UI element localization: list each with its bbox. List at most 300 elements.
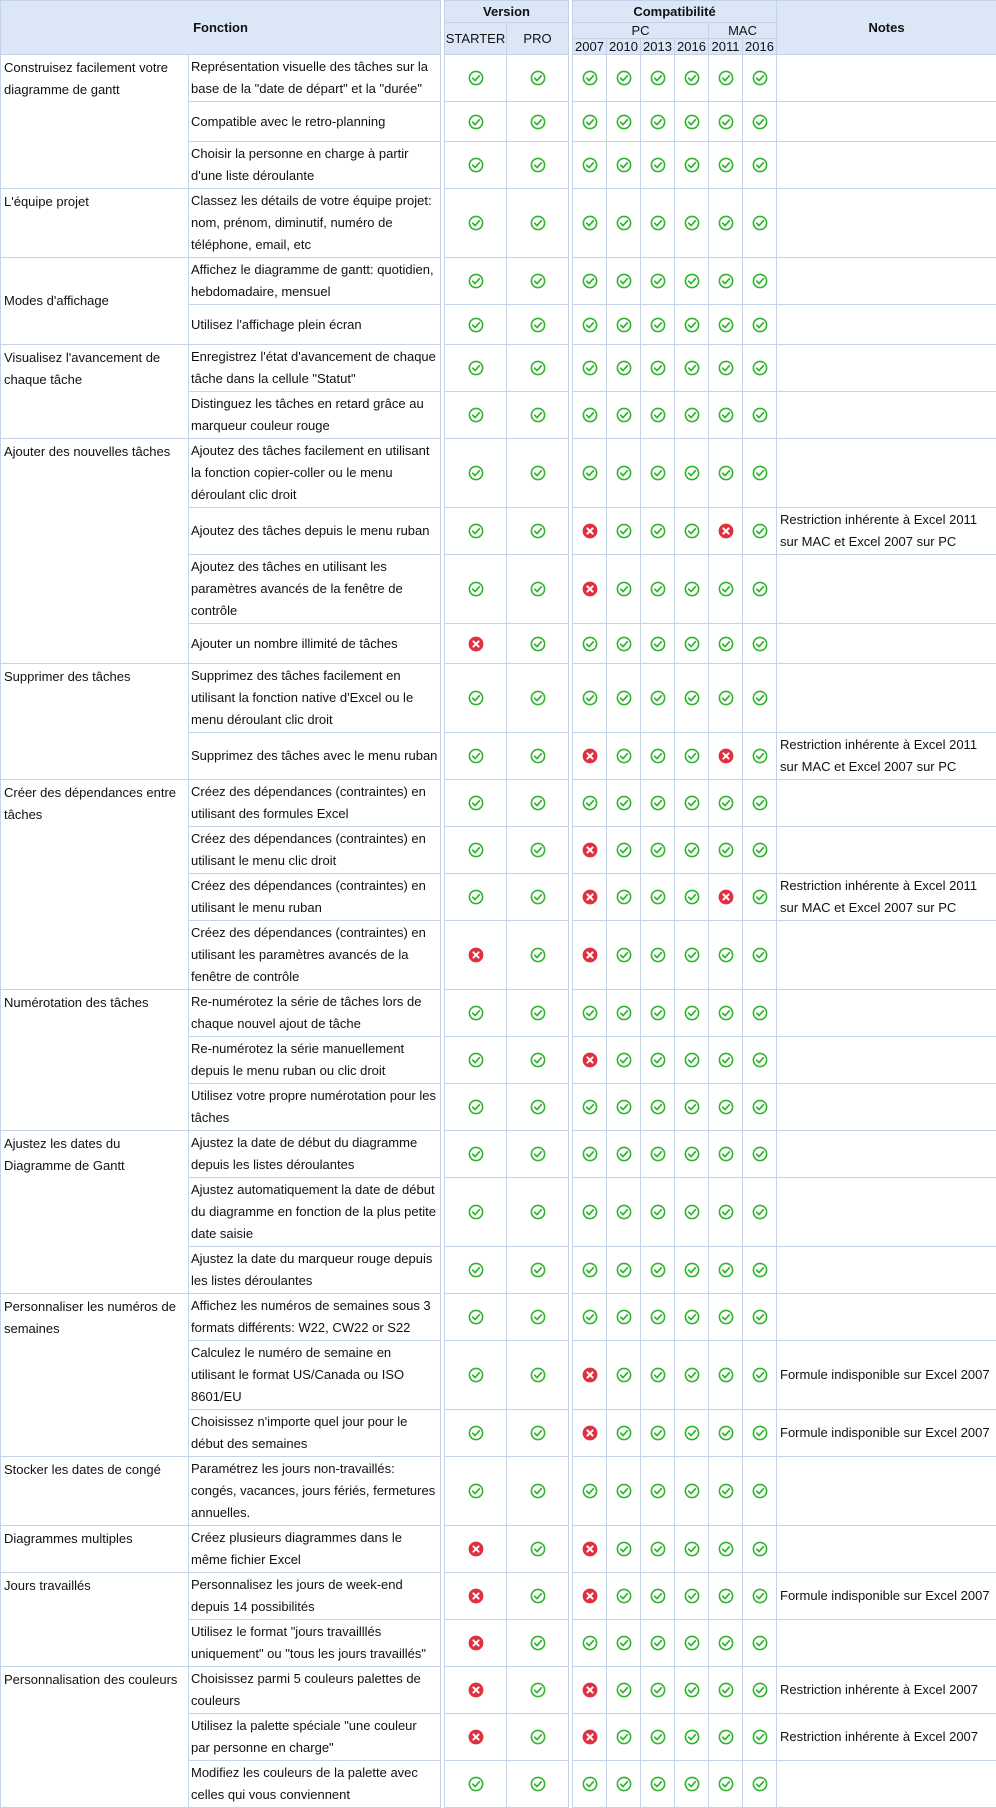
feature-cell: Compatible avec le retro-planning — [189, 102, 441, 142]
pc-2010-cell — [607, 1084, 641, 1131]
pc-2007-cell — [573, 305, 607, 345]
check-icon — [582, 1204, 598, 1219]
mac-2011-cell — [709, 780, 743, 827]
check-icon — [616, 1541, 632, 1556]
header-pro: PRO — [507, 23, 569, 55]
check-icon — [530, 635, 546, 650]
check-icon — [616, 1052, 632, 1067]
starter-cell — [445, 102, 507, 142]
pc-2010-cell — [607, 345, 641, 392]
check-icon — [684, 581, 700, 596]
check-icon — [582, 690, 598, 705]
table-row — [1, 780, 996, 827]
check-icon — [530, 465, 546, 480]
category-cell: Supprimer des tâches — [1, 664, 189, 780]
pro-cell — [507, 921, 569, 990]
feature-cell: Créez des dépendances (contraintes) en utilisant le menu clic droit — [189, 827, 441, 874]
check-icon — [684, 795, 700, 810]
feature-cell: Créez des dépendances (contraintes) en utilisant le menu ruban — [189, 874, 441, 921]
feature-cell: Affichez les numéros de semaines sous 3 formats différents: W22, CW22 or S22 — [189, 1294, 441, 1341]
check-icon — [468, 748, 484, 763]
pro-cell — [507, 1037, 569, 1084]
header-year-pc-2007: 2007 — [573, 39, 607, 55]
check-icon — [530, 113, 546, 128]
check-icon — [684, 407, 700, 422]
check-icon — [752, 748, 768, 763]
feature-cell: Utilisez votre propre numérotation pour les tâches — [189, 1084, 441, 1131]
check-icon — [468, 1309, 484, 1324]
starter-cell — [445, 1620, 507, 1667]
notes-cell — [777, 142, 996, 189]
check-icon — [582, 1099, 598, 1114]
check-icon — [684, 690, 700, 705]
check-icon — [616, 748, 632, 763]
pc-2007-cell — [573, 439, 607, 508]
pc-2010-cell — [607, 439, 641, 508]
check-icon — [616, 795, 632, 810]
mac-2011-cell — [709, 624, 743, 664]
check-icon — [468, 70, 484, 85]
starter-cell — [445, 780, 507, 827]
check-icon — [718, 157, 734, 172]
feature-cell: Calculez le numéro de semaine en utilisant le format US/Canada ou ISO 8601/EU — [189, 1341, 441, 1410]
check-icon — [616, 407, 632, 422]
pc-2010-cell — [607, 1341, 641, 1410]
check-icon — [752, 1146, 768, 1161]
notes-cell: Restriction inhérente à Excel 2011 sur MAC et Excel 2007 sur PC — [777, 733, 996, 780]
table-row — [1, 1131, 996, 1178]
header-mac: MAC — [709, 23, 777, 39]
notes-cell — [777, 305, 996, 345]
check-icon — [468, 157, 484, 172]
pro-cell — [507, 990, 569, 1037]
check-icon — [616, 1483, 632, 1498]
pc-2010-cell — [607, 1410, 641, 1457]
pc-2007-cell — [573, 733, 607, 780]
check-icon — [718, 407, 734, 422]
cross-icon — [582, 842, 598, 857]
check-icon — [468, 1483, 484, 1498]
check-icon — [468, 1367, 484, 1382]
check-icon — [582, 1776, 598, 1791]
table-row — [1, 439, 996, 508]
notes-cell — [777, 392, 996, 439]
mac-2016-cell — [743, 780, 777, 827]
mac-2016-cell — [743, 508, 777, 555]
feature-cell: Ajustez automatiquement la date de début du diagramme en fonction de la plus petite date saisie — [189, 1178, 441, 1247]
starter-cell — [445, 189, 507, 258]
pc-2007-cell — [573, 990, 607, 1037]
check-icon — [468, 215, 484, 230]
pc-2010-cell — [607, 624, 641, 664]
check-icon — [616, 1005, 632, 1020]
mac-2016-cell — [743, 1037, 777, 1084]
check-icon — [616, 273, 632, 288]
check-icon — [752, 215, 768, 230]
pc-2010-cell — [607, 1131, 641, 1178]
check-icon — [650, 1682, 666, 1697]
check-icon — [650, 1005, 666, 1020]
header-notes: Notes — [777, 1, 996, 55]
mac-2016-cell — [743, 189, 777, 258]
check-icon — [650, 1729, 666, 1744]
check-icon — [752, 1541, 768, 1556]
mac-2011-cell — [709, 1573, 743, 1620]
starter-cell — [445, 1526, 507, 1573]
starter-cell — [445, 1714, 507, 1761]
pc-2010-cell — [607, 780, 641, 827]
mac-2011-cell — [709, 1714, 743, 1761]
check-icon — [752, 1425, 768, 1440]
check-icon — [616, 1588, 632, 1603]
cross-icon — [582, 947, 598, 962]
check-icon — [616, 1099, 632, 1114]
check-icon — [650, 1204, 666, 1219]
pc-2013-cell — [641, 189, 675, 258]
pro-cell — [507, 1526, 569, 1573]
pro-cell — [507, 624, 569, 664]
check-icon — [616, 1204, 632, 1219]
feature-cell: Choisissez parmi 5 couleurs palettes de couleurs — [189, 1667, 441, 1714]
check-icon — [684, 465, 700, 480]
check-icon — [752, 690, 768, 705]
pc-2016-cell — [675, 780, 709, 827]
check-icon — [468, 581, 484, 596]
cross-icon — [582, 1588, 598, 1603]
feature-cell: Paramétrez les jours non-travaillés: congés, vacances, jours fériés, fermetures annuelles. — [189, 1457, 441, 1526]
mac-2011-cell — [709, 555, 743, 624]
pc-2010-cell — [607, 1714, 641, 1761]
pc-2016-cell — [675, 1084, 709, 1131]
check-icon — [468, 1776, 484, 1791]
check-icon — [752, 113, 768, 128]
check-icon — [468, 1262, 484, 1277]
pc-2016-cell — [675, 102, 709, 142]
category-cell: L'équipe projet — [1, 189, 189, 258]
check-icon — [530, 1005, 546, 1020]
pc-2010-cell — [607, 733, 641, 780]
pro-cell — [507, 780, 569, 827]
category-cell: Ajouter des nouvelles tâches — [1, 439, 189, 664]
pc-2007-cell — [573, 1037, 607, 1084]
check-icon — [684, 523, 700, 538]
mac-2016-cell — [743, 1761, 777, 1808]
check-icon — [582, 465, 598, 480]
pc-2007-cell — [573, 392, 607, 439]
check-icon — [718, 1099, 734, 1114]
check-icon — [752, 1052, 768, 1067]
cross-icon — [468, 1729, 484, 1744]
pc-2013-cell — [641, 780, 675, 827]
pc-2013-cell — [641, 392, 675, 439]
pro-cell — [507, 1761, 569, 1808]
mac-2016-cell — [743, 1247, 777, 1294]
pc-2013-cell — [641, 733, 675, 780]
check-icon — [684, 889, 700, 904]
pc-2010-cell — [607, 1037, 641, 1084]
check-icon — [752, 1483, 768, 1498]
check-icon — [530, 273, 546, 288]
check-icon — [468, 1425, 484, 1440]
cross-icon — [582, 1682, 598, 1697]
check-icon — [582, 1309, 598, 1324]
check-icon — [650, 1146, 666, 1161]
mac-2016-cell — [743, 827, 777, 874]
check-icon — [718, 1146, 734, 1161]
notes-cell — [777, 1761, 996, 1808]
pc-2010-cell — [607, 990, 641, 1037]
notes-cell — [777, 1247, 996, 1294]
check-icon — [468, 1005, 484, 1020]
starter-cell — [445, 990, 507, 1037]
check-icon — [684, 1146, 700, 1161]
check-icon — [582, 635, 598, 650]
check-icon — [752, 842, 768, 857]
pc-2013-cell — [641, 990, 675, 1037]
check-icon — [684, 113, 700, 128]
cross-icon — [718, 523, 734, 538]
check-icon — [468, 690, 484, 705]
cross-icon — [718, 889, 734, 904]
check-icon — [616, 113, 632, 128]
pc-2013-cell — [641, 1410, 675, 1457]
mac-2011-cell — [709, 142, 743, 189]
feature-cell: Supprimez des tâches facilement en utilisant la fonction native d'Excel ou le menu déroulant clic droit — [189, 664, 441, 733]
check-icon — [718, 360, 734, 375]
check-icon — [530, 748, 546, 763]
check-icon — [650, 1367, 666, 1382]
table-row — [1, 258, 996, 305]
check-icon — [650, 1425, 666, 1440]
pc-2016-cell — [675, 345, 709, 392]
check-icon — [718, 1588, 734, 1603]
check-icon — [650, 70, 666, 85]
pc-2007-cell — [573, 1178, 607, 1247]
check-icon — [616, 581, 632, 596]
mac-2016-cell — [743, 921, 777, 990]
check-icon — [616, 1635, 632, 1650]
mac-2011-cell — [709, 1178, 743, 1247]
check-icon — [582, 1005, 598, 1020]
mac-2016-cell — [743, 555, 777, 624]
starter-cell — [445, 827, 507, 874]
pro-cell — [507, 1178, 569, 1247]
check-icon — [582, 273, 598, 288]
check-icon — [530, 1367, 546, 1382]
pc-2016-cell — [675, 1341, 709, 1410]
starter-cell — [445, 624, 507, 664]
starter-cell — [445, 392, 507, 439]
pc-2013-cell — [641, 1294, 675, 1341]
mac-2011-cell — [709, 1620, 743, 1667]
cross-icon — [468, 1588, 484, 1603]
check-icon — [684, 360, 700, 375]
check-icon — [684, 316, 700, 331]
notes-cell — [777, 990, 996, 1037]
mac-2011-cell — [709, 1457, 743, 1526]
mac-2016-cell — [743, 733, 777, 780]
check-icon — [616, 889, 632, 904]
pro-cell — [507, 439, 569, 508]
mac-2016-cell — [743, 1341, 777, 1410]
starter-cell — [445, 508, 507, 555]
mac-2011-cell — [709, 55, 743, 102]
check-icon — [530, 690, 546, 705]
table-row — [1, 345, 996, 392]
mac-2016-cell — [743, 1294, 777, 1341]
mac-2016-cell — [743, 1667, 777, 1714]
notes-cell — [777, 921, 996, 990]
check-icon — [530, 157, 546, 172]
check-icon — [650, 157, 666, 172]
check-icon — [650, 1309, 666, 1324]
notes-cell — [777, 780, 996, 827]
notes-cell — [777, 189, 996, 258]
starter-cell — [445, 1573, 507, 1620]
check-icon — [718, 581, 734, 596]
cross-icon — [582, 1367, 598, 1382]
pro-cell — [507, 1294, 569, 1341]
pc-2010-cell — [607, 1667, 641, 1714]
pc-2010-cell — [607, 1457, 641, 1526]
check-icon — [530, 889, 546, 904]
check-icon — [718, 1483, 734, 1498]
category-cell: Jours travaillés — [1, 1573, 189, 1667]
check-icon — [718, 113, 734, 128]
starter-cell — [445, 1037, 507, 1084]
check-icon — [752, 360, 768, 375]
pc-2010-cell — [607, 1178, 641, 1247]
check-icon — [718, 1635, 734, 1650]
check-icon — [718, 465, 734, 480]
feature-cell: Re-numérotez la série manuellement depuis le menu ruban ou clic droit — [189, 1037, 441, 1084]
pc-2013-cell — [641, 664, 675, 733]
cross-icon — [582, 748, 598, 763]
starter-cell — [445, 1410, 507, 1457]
check-icon — [684, 1052, 700, 1067]
notes-cell — [777, 1084, 996, 1131]
feature-cell: Affichez le diagramme de gantt: quotidien, hebdomadaire, mensuel — [189, 258, 441, 305]
pc-2013-cell — [641, 305, 675, 345]
starter-cell — [445, 55, 507, 102]
mac-2016-cell — [743, 1410, 777, 1457]
starter-cell — [445, 1294, 507, 1341]
pc-2007-cell — [573, 664, 607, 733]
pc-2007-cell — [573, 142, 607, 189]
category-cell: Personnalisation des couleurs — [1, 1667, 189, 1808]
check-icon — [582, 70, 598, 85]
check-icon — [752, 795, 768, 810]
feature-cell: Enregistrez l'état d'avancement de chaque tâche dans la cellule "Statut" — [189, 345, 441, 392]
pc-2010-cell — [607, 508, 641, 555]
feature-cell: Ajoutez des tâches facilement en utilisant la fonction copier-coller ou le menu déroulant clic droit — [189, 439, 441, 508]
pc-2016-cell — [675, 827, 709, 874]
category-cell: Modes d'affichage — [1, 258, 189, 345]
mac-2011-cell — [709, 874, 743, 921]
check-icon — [650, 748, 666, 763]
notes-cell — [777, 1178, 996, 1247]
pc-2007-cell — [573, 1714, 607, 1761]
check-icon — [650, 407, 666, 422]
pc-2010-cell — [607, 1526, 641, 1573]
check-icon — [468, 795, 484, 810]
check-icon — [616, 1309, 632, 1324]
check-icon — [530, 1204, 546, 1219]
feature-cell: Choisir la personne en charge à partir d'une liste déroulante — [189, 142, 441, 189]
feature-cell: Distinguez les tâches en retard grâce au marqueur couleur rouge — [189, 392, 441, 439]
check-icon — [752, 1262, 768, 1277]
check-icon — [650, 1541, 666, 1556]
pc-2016-cell — [675, 1526, 709, 1573]
check-icon — [616, 316, 632, 331]
check-icon — [616, 1146, 632, 1161]
check-icon — [718, 273, 734, 288]
pc-2010-cell — [607, 1620, 641, 1667]
notes-cell — [777, 827, 996, 874]
check-icon — [752, 1204, 768, 1219]
check-icon — [616, 635, 632, 650]
check-icon — [752, 1005, 768, 1020]
mac-2011-cell — [709, 1131, 743, 1178]
check-icon — [718, 690, 734, 705]
pc-2016-cell — [675, 258, 709, 305]
pc-2007-cell — [573, 258, 607, 305]
pro-cell — [507, 1667, 569, 1714]
cross-icon — [468, 947, 484, 962]
pc-2016-cell — [675, 439, 709, 508]
check-icon — [650, 113, 666, 128]
check-icon — [616, 360, 632, 375]
check-icon — [530, 1729, 546, 1744]
feature-cell: Créez des dépendances (contraintes) en utilisant les paramètres avancés de la fenêtre de contrôle — [189, 921, 441, 990]
check-icon — [650, 1635, 666, 1650]
check-icon — [530, 1635, 546, 1650]
check-icon — [616, 215, 632, 230]
pc-2013-cell — [641, 1037, 675, 1084]
check-icon — [582, 360, 598, 375]
starter-cell — [445, 1341, 507, 1410]
check-icon — [752, 316, 768, 331]
mac-2016-cell — [743, 664, 777, 733]
check-icon — [616, 1367, 632, 1382]
mac-2016-cell — [743, 1573, 777, 1620]
pc-2013-cell — [641, 1247, 675, 1294]
pro-cell — [507, 102, 569, 142]
starter-cell — [445, 1761, 507, 1808]
mac-2016-cell — [743, 439, 777, 508]
check-icon — [616, 465, 632, 480]
notes-cell — [777, 258, 996, 305]
check-icon — [650, 465, 666, 480]
check-icon — [752, 70, 768, 85]
check-icon — [530, 407, 546, 422]
notes-cell — [777, 1457, 996, 1526]
pc-2016-cell — [675, 555, 709, 624]
pc-2016-cell — [675, 1667, 709, 1714]
starter-cell — [445, 733, 507, 780]
check-icon — [684, 635, 700, 650]
header-pc: PC — [573, 23, 709, 39]
check-icon — [718, 795, 734, 810]
pc-2013-cell — [641, 102, 675, 142]
check-icon — [684, 947, 700, 962]
check-icon — [752, 889, 768, 904]
feature-cell: Utilisez l'affichage plein écran — [189, 305, 441, 345]
pc-2010-cell — [607, 392, 641, 439]
feature-cell: Créez plusieurs diagrammes dans le même fichier Excel — [189, 1526, 441, 1573]
check-icon — [752, 1729, 768, 1744]
check-icon — [684, 1682, 700, 1697]
